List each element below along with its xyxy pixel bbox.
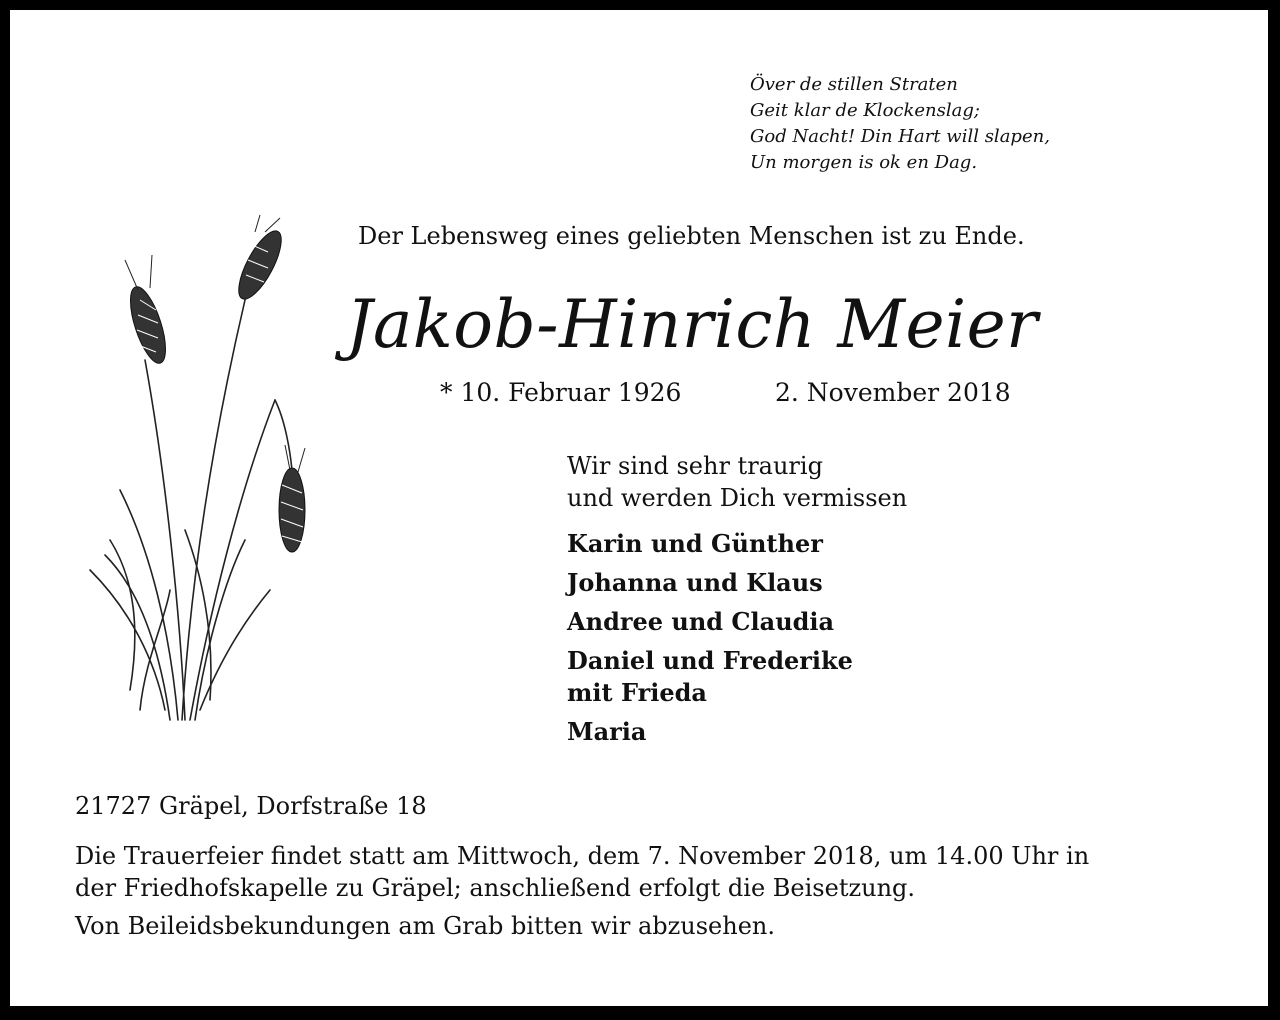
poem-line: Un morgen is ok en Dag. (750, 152, 978, 173)
service-line: Die Trauerfeier findet statt am Mittwoch, dem 7. November 2018, um 14.00 Uhr in (75, 842, 1090, 870)
intro-text: Der Lebensweg eines geliebten Menschen ist zu Ende. (358, 222, 1025, 250)
obituary-notice (10, 10, 1268, 1006)
address: 21727 Gräpel, Dorfstraße 18 (75, 792, 427, 820)
deceased-name: Jakob-Hinrich Meier (346, 286, 1039, 363)
wheat-icon (70, 210, 340, 730)
poem-line: Över de stillen Straten (750, 74, 958, 95)
family-member: Daniel und Frederike (567, 646, 853, 675)
family-member: Maria (567, 717, 647, 746)
family-member: mit Frieda (567, 678, 707, 707)
family-list (567, 528, 853, 755)
death-date: 2. November 2018 (775, 378, 1011, 407)
poem-line: God Nacht! Din Hart will slapen, (750, 126, 1050, 147)
family-member: Johanna und Klaus (567, 568, 823, 597)
condolence-note: Von Beileidsbekundungen am Grab bitten wir abzusehen. (75, 912, 775, 940)
mourning-message (567, 450, 907, 514)
mourning-line: und werden Dich vermissen (567, 484, 908, 512)
family-member: Andree und Claudia (567, 607, 835, 636)
mourning-line: Wir sind sehr traurig (567, 452, 823, 480)
birth-date: * 10. Februar 1926 (440, 378, 682, 407)
poem (750, 72, 1050, 176)
family-member: Karin und Günther (567, 529, 823, 558)
poem-line: Geit klar de Klockenslag; (750, 100, 980, 121)
service-line: der Friedhofskapelle zu Gräpel; anschließend erfolgt die Beisetzung. (75, 874, 916, 902)
service-info (75, 840, 1235, 904)
